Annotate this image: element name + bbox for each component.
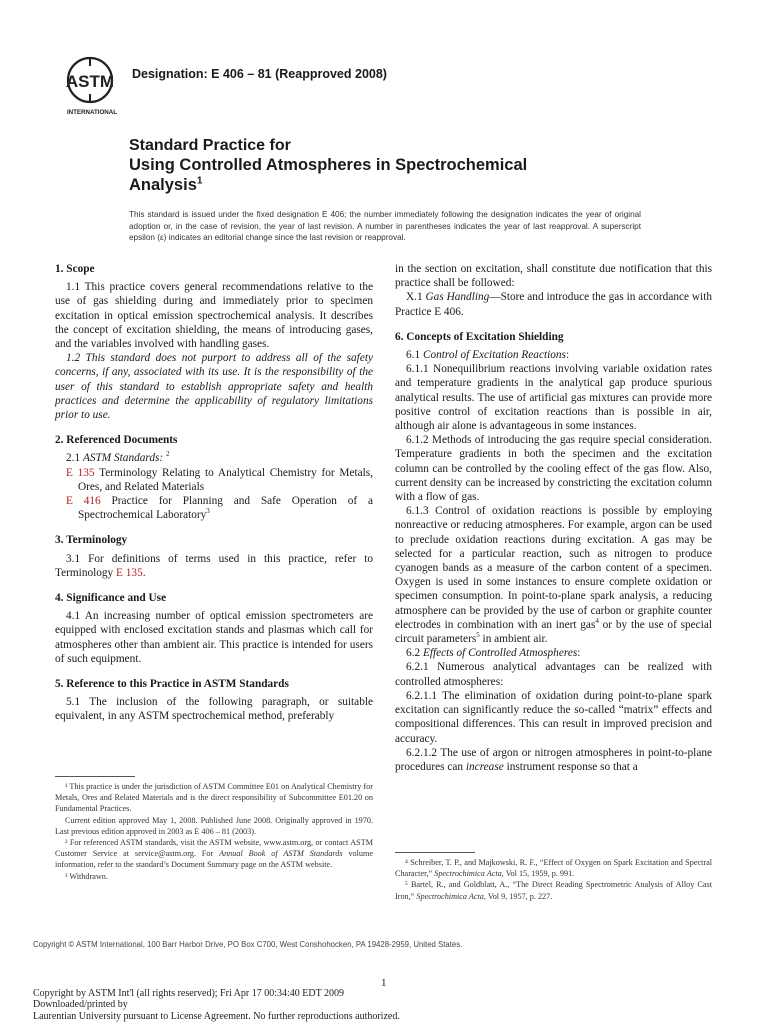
- footnote-4-b: Vol 15, 1959, p. 991.: [503, 869, 575, 879]
- footnote-4: [395, 857, 712, 879]
- footnotes-left: [55, 781, 373, 882]
- footnote-rule-right: [395, 852, 475, 853]
- section-1-heading: 1. Scope: [55, 263, 95, 275]
- para-6-1-3-c: in ambient air.: [479, 633, 548, 646]
- reference-e416: [66, 494, 373, 522]
- footnote-ref-4: 4: [595, 617, 599, 626]
- para-2-1-sup: 2: [166, 450, 170, 459]
- para-3-1-end: .: [142, 566, 146, 579]
- footnote-rule-left: [55, 776, 135, 777]
- para-3-1: [55, 552, 373, 580]
- para-1-1: 1.1 This practice covers general recommendations relative to the use of gas shielding during and immediately prior to specimen excitation in optical emission spectrochemical analysis. It describes the concept of excitation shielding, the means of introducing gases, and the variables involved with handling gases.: [55, 281, 373, 351]
- footnote-3: ³ Withdrawn.: [65, 871, 108, 881]
- para-x-1: [395, 290, 712, 318]
- para-x-1-num: X.1: [406, 291, 423, 304]
- para-6-1-3-b: or by the use of special circuit parameters: [395, 618, 712, 646]
- para-6-2: [395, 646, 712, 660]
- footnote-2-a: ² For referenced ASTM standards, visit the ASTM website, www.astm.org, or contact ASTM Customer Service at service@astm.org. For: [55, 838, 373, 859]
- para-6-1: [395, 348, 712, 362]
- para-6-2-1-2-italic: increase: [465, 760, 504, 773]
- download-notice: [33, 988, 400, 1022]
- link-e416[interactable]: E 416: [66, 495, 101, 508]
- para-6-1-3: [395, 504, 712, 646]
- footnote-1-edition: Current edition approved May 1, 2008. Published June 2008. Originally approved in 1970. Last previous edition approved in 2003 as E 406 – 81 (2003).: [55, 815, 373, 836]
- section-6-heading: 6. Concepts of Excitation Shielding: [395, 330, 564, 343]
- designation: Designation: E 406 – 81 (Reapproved 2008): [132, 67, 387, 81]
- para-6-1-1: 6.1.1 Nonequilibrium reactions involving variable oxidation rates and temperature gradients in the analytical gap produce spurious analytical results. The use of artificial gas mixtures can provide more positive control of excitation reactions than is possible in air, although air alone is advantageous in some instances.: [395, 363, 712, 433]
- para-3-1-text: 3.1 For definitions of terms used in this practice, refer to Terminology: [55, 552, 373, 579]
- title-footnote-mark: 1: [196, 175, 203, 187]
- title-line-2: Using Controlled Atmospheres in Spectrochemical: [129, 156, 528, 174]
- left-column: [55, 262, 373, 724]
- footnote-2-italic: Annual Book of ASTM Standards: [219, 849, 343, 859]
- link-e135[interactable]: E 135: [66, 466, 95, 479]
- para-2-1: [55, 451, 373, 465]
- footnote-2-b: volume information, refer to the standard’s Document Summary page on the ASTM website.: [55, 849, 374, 870]
- reference-e416-title: Practice for Planning and Safe Operation of a Spectrochemical Laboratory: [78, 495, 374, 522]
- para-6-1-end: :: [565, 349, 570, 362]
- section-5-heading: 5. Reference to this Practice in ASTM Standards: [55, 678, 289, 691]
- link-e135-terminology[interactable]: E 135: [116, 566, 143, 579]
- reference-e135-title: Terminology Relating to Analytical Chemistry for Metals, Ores, and Related Materials: [78, 466, 373, 493]
- footnote-5-a: ⁵ Bartel, R., and Goldblatt, A., “The Direct Reading Spectrometric Analysis of Alloy Cast Iron,”: [395, 880, 712, 901]
- download-notice-line-3: Laurentian University pursuant to License Agreement. No further reproductions authorized.: [33, 1010, 400, 1022]
- footnote-ref-5: 5: [476, 631, 480, 640]
- para-6-1-2: 6.1.2 Methods of introducing the gas require special consideration. Temperature gradients in both the specimen and the excitation column can be controlled by the cooling effect of the gas flow. Also, current density can be increased by constricting the excitation column with a flow of gas.: [395, 434, 712, 504]
- astm-logo: [62, 56, 122, 118]
- download-notice-line-2: Downloaded/printed by: [33, 999, 128, 1011]
- para-2-1-num: 2.1: [66, 452, 81, 465]
- para-6-1-num: 6.1: [406, 349, 421, 362]
- para-4-1: 4.1 An increasing number of optical emission spectrometers are equipped with enclosed excitation stands and plasmas which call for atmospheres other than ambient air. This practice is intended for users of such equipment.: [55, 610, 373, 665]
- para-6-1-3-a: 6.1.3 Control of oxidation reactions is possible by employing nonreactive or reducing atmospheres. For example, argon can be used to preclude oxidation reactions during excitation. A gas may be selected for a particular reaction, such as nitrogen to produce cyanogen bands as a measure of the carbon content of a specimen. Oxygen is used in some instances to ensure complete oxidation or specimen consumption. In point-to-plane spark analysis, a reducing atmosphere can be provided by the use of carbon or graphite counter electrodes in combination with an inert gas: [395, 505, 712, 631]
- para-6-2-label: Effects of Controlled Atmospheres: [422, 647, 578, 660]
- reference-e416-sup: 3: [206, 507, 210, 516]
- footnote-1: ¹ This practice is under the jurisdiction of ASTM Committee E01 on Analytical Chemistry for Metals, Ores and Related Materials and is the direct responsibility of Subcommittee E01.20 on Fundamental Practices.: [55, 782, 373, 814]
- reference-e135: [66, 466, 373, 494]
- logo-text: ASTM: [65, 72, 115, 91]
- download-notice-line-1: Copyright by ASTM Int'l (all rights reserved); Fri Apr 17 00:34:40 EDT 2009: [33, 988, 345, 999]
- para-6-2-num: 6.2: [406, 647, 421, 660]
- section-3-heading: 3. Terminology: [55, 534, 128, 547]
- para-x-1-label: Gas Handling: [425, 291, 490, 304]
- para-6-2-1: 6.2.1 Numerous analytical advantages can be realized with controlled atmospheres:: [395, 661, 712, 688]
- title-line-1: Standard Practice for: [129, 137, 291, 154]
- section-2-heading: 2. Referenced Documents: [55, 434, 178, 447]
- footnote-2: [55, 837, 373, 871]
- para-x-1-text: —Store and introduce the gas in accordance with Practice E 406.: [395, 291, 712, 318]
- logo-subtext: INTERNATIONAL: [66, 109, 118, 116]
- footnote-5: [395, 879, 712, 901]
- preamble: This standard is issued under the fixed designation E 406; the number immediately following the designation indicates the year of original adoption or, in the case of revision, the year of last revision. A number in parentheses indicates the year of last reapproval. A superscript epsilon (ε) indicates an editorial change since the last revision or reapproval.: [129, 210, 641, 243]
- footnote-4-italic: Spectrochimica Acta,: [434, 869, 504, 879]
- para-1-2: 1.2 This standard does not purport to address all of the safety concerns, if any, associated with its use. It is the responsibility of the user of this standard to establish appropriate safety and health practices and determine the applicability of regulatory limitations prior to use.: [55, 352, 373, 422]
- title-line-3: [129, 175, 689, 195]
- para-5-1: 5.1 The inclusion of the following paragraph, or suitable equivalent, in any ASTM spectrochemical method, preferably: [55, 696, 373, 723]
- para-6-2-1-1: 6.2.1.1 The elimination of oxidation during point-to-plane spark excitation can significantly reduce the so-called “matrix” effects and compositional differences. This can result in improved precision and accuracy.: [395, 689, 712, 745]
- para-6-2-1-2-b: instrument response so that a: [503, 760, 638, 773]
- right-column: [395, 262, 712, 774]
- footnote-5-italic: Spectrochimica Acta,: [416, 891, 486, 901]
- section-4-heading: 4. Significance and Use: [55, 592, 167, 605]
- para-6-2-end: :: [577, 647, 581, 660]
- para-6-2-1-2-a: 6.2.1.2 The use of argon or nitrogen atmospheres in point-to-plane procedures can: [395, 746, 712, 773]
- title-block: [129, 136, 689, 195]
- para-5-1-continued: in the section on excitation, shall constitute due notification that this practice shall be followed:: [395, 263, 712, 290]
- para-6-1-label: Control of Excitation Reactions: [422, 349, 566, 362]
- para-6-2-1-2: [395, 746, 712, 774]
- para-2-1-label: ASTM Standards:: [82, 452, 164, 465]
- title-line-3-text: Analysis: [129, 176, 197, 194]
- footnote-5-b: Vol 9, 1957, p. 227.: [485, 891, 553, 901]
- page-number: 1: [381, 977, 387, 989]
- footnote-4-a: ⁴ Schreiber, T. P., and Majkowski, R. F., “Effect of Oxygen on Spark Excitation and Spectral Character,”: [395, 858, 712, 879]
- footnotes-right: [395, 857, 712, 902]
- copyright-line: Copyright © ASTM International, 100 Barr Harbor Drive, PO Box C700, West Conshohocken, PA 19428-2959, United States.: [33, 940, 463, 949]
